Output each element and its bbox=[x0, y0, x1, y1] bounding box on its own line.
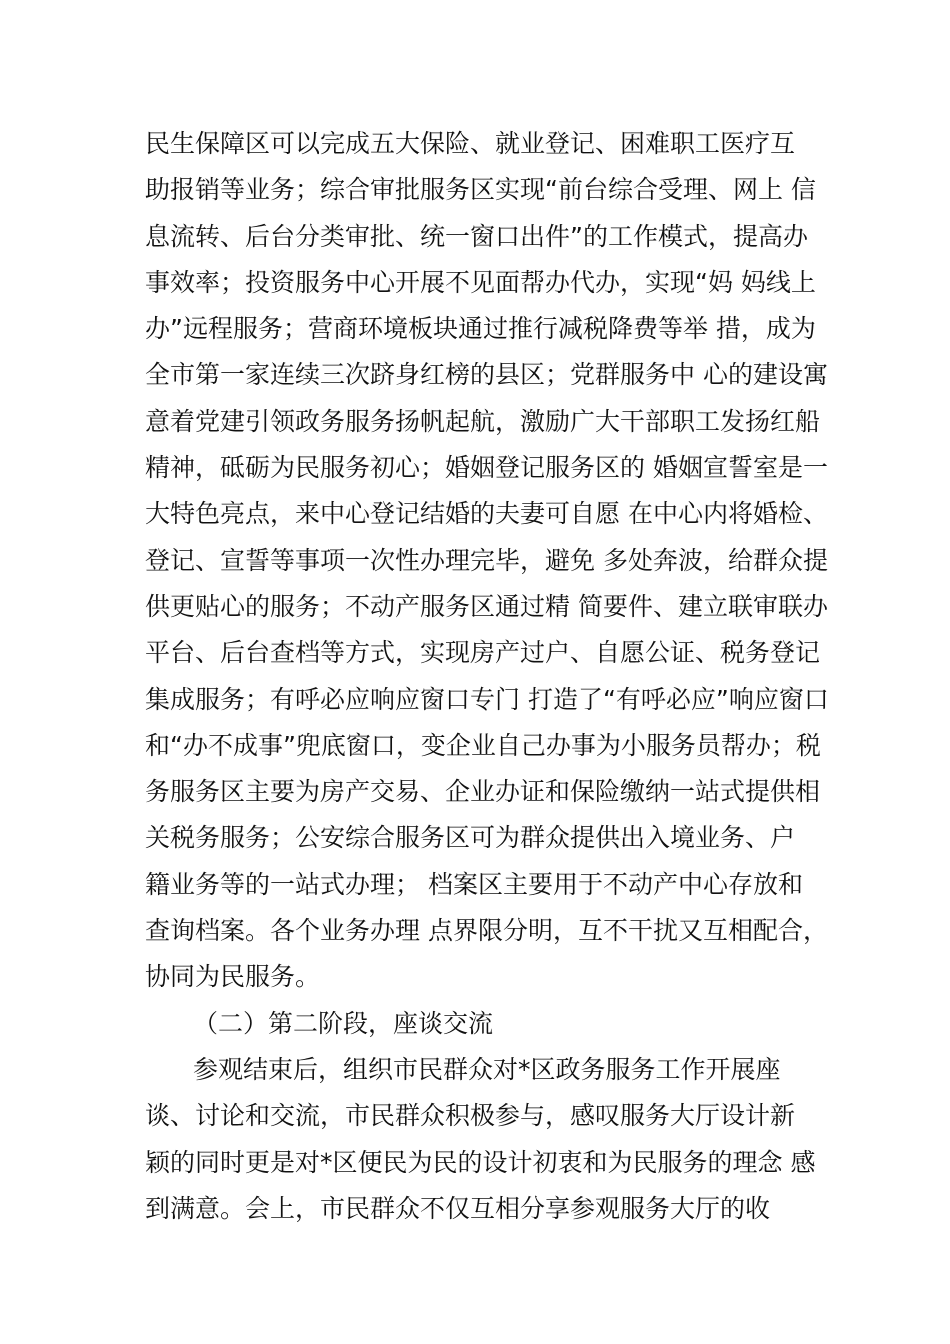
text-line: 颖的同时更是对*区便民为民的设计初衷和为民服务的理念 感 bbox=[145, 1147, 816, 1177]
text-line: 供更贴心的服务；不动产服务区通过精 简要件、建立联审联办 bbox=[145, 591, 828, 621]
text-line: 籍业务等的一站式办理； 档案区主要用于不动产中心存放和 bbox=[145, 869, 803, 899]
text-line: 事效率；投资服务中心开展不见面帮办代办，实现“妈 妈线上 bbox=[145, 267, 816, 297]
text-line: 关税务服务；公安综合服务区可为群众提供出入境业务、户 bbox=[145, 823, 796, 853]
body-text bbox=[145, 121, 845, 1232]
text-line: 助报销等业务；综合审批服务区实现“前台综合受理、网上 信 bbox=[145, 175, 816, 205]
text-line: 精神，砥砺为民服务初心；婚姻登记服务区的 婚姻宣誓室是一 bbox=[145, 453, 828, 483]
text-line: 到满意。会上，市民群众不仅互相分享参观服务大厅的收 bbox=[145, 1193, 771, 1223]
text-line: 务服务区主要为房产交易、企业办证和保险缴纳一站式提供相 bbox=[145, 777, 821, 807]
text-line: 查询档案。各个业务办理 点界限分明，互不干扰又互相配合， bbox=[145, 916, 828, 946]
text-line: 息流转、后台分类审批、统一窗口出件”的工作模式，提高办 bbox=[145, 221, 808, 251]
text-line: 谈、讨论和交流，市民群众积极参与，感叹服务大厅设计新 bbox=[145, 1101, 796, 1131]
text-line: 办”远程服务；营商环境板块通过推行减税降费等举 措，成为 bbox=[145, 314, 816, 344]
text-line: 全市第一家连续三次跻身红榜的县区；党群服务中 心的建设寓 bbox=[145, 360, 828, 390]
text-line: 和“办不成事”兜底窗口，变企业自己办事为小服务员帮办；税 bbox=[145, 730, 821, 760]
section-heading: （二）第二阶段，座谈交流 bbox=[193, 1008, 494, 1038]
text-line: 民生保障区可以完成五大保险、就业登记、困难职工医疗互 bbox=[145, 129, 796, 158]
text-line: 平台、后台查档等方式，实现房产过户、自愿公证、税务登记 bbox=[145, 638, 821, 668]
text-line: 意着党建引领政务服务扬帆起航，激励广大干部职工发扬红船 bbox=[145, 406, 821, 436]
paragraph-first-line: 参观结束后，组织市民群众对*区政务服务工作开展座 bbox=[193, 1054, 781, 1084]
text-line: 集成服务；有呼必应响应窗口专门 打造了“有呼必应”响应窗口 bbox=[145, 684, 829, 714]
text-line: 协同为民服务。 bbox=[145, 962, 321, 992]
text-line: 登记、宣誓等事项一次性办理完毕，避免 多处奔波，给群众提 bbox=[145, 545, 828, 575]
text-line: 大特色亮点，来中心登记结婚的夫妻可自愿 在中心内将婚检、 bbox=[145, 499, 828, 529]
